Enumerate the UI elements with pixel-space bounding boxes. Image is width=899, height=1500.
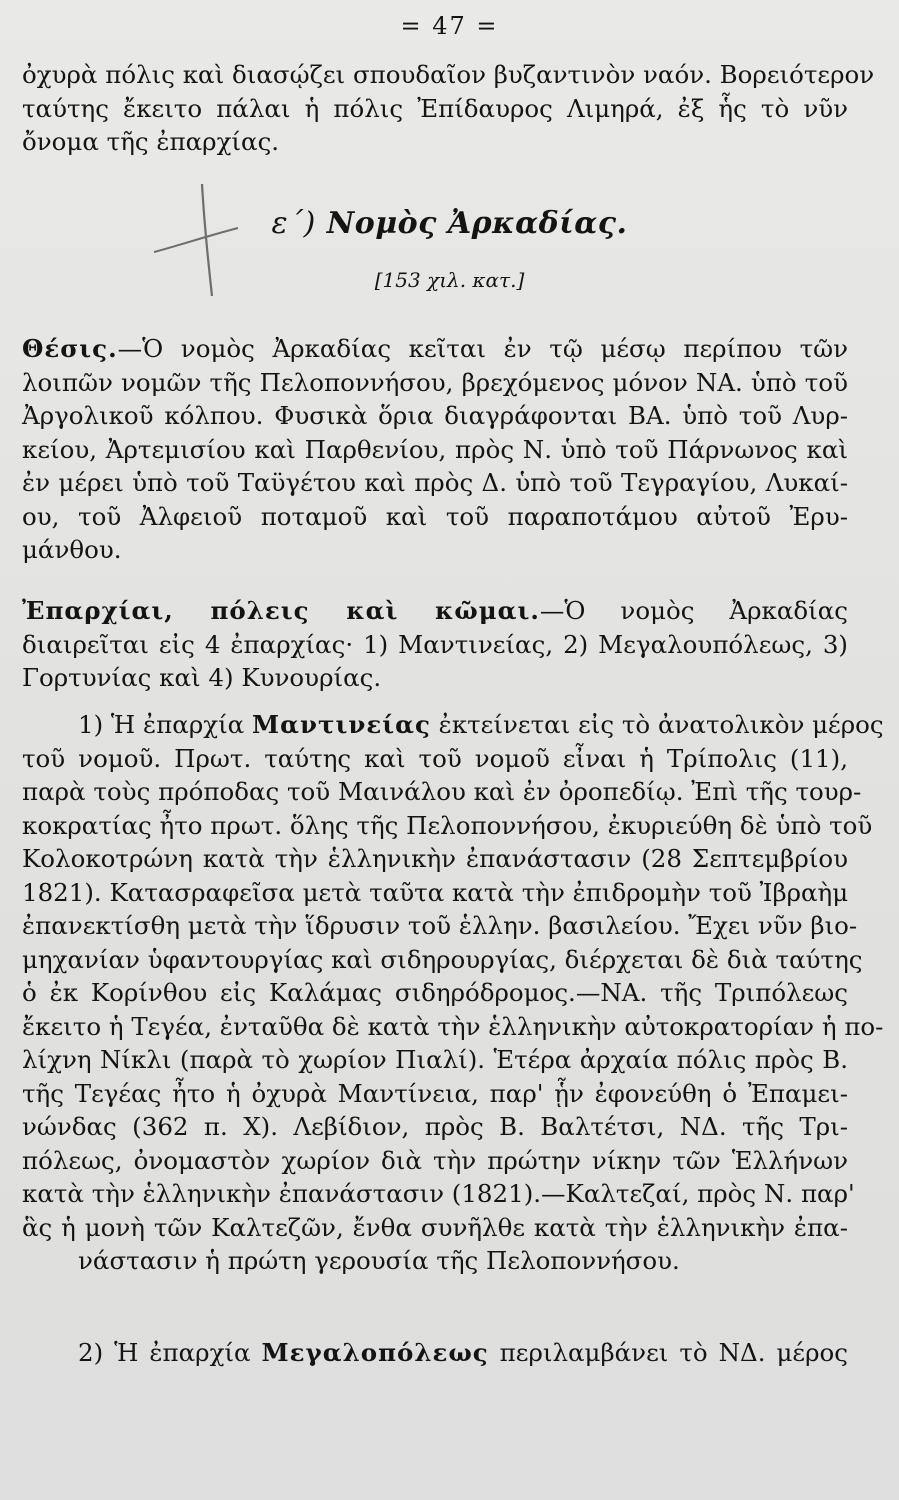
text-line: ὀχυρὰ πόλις καὶ διασῴζει σπουδαῖον βυζαντινὸν ναόν. Βορειότερον (22, 60, 875, 89)
text-line: ὄνομα τῆς ἐπαρχίας. (22, 127, 280, 156)
province-2-paragraph (22, 1336, 848, 1370)
text-span: —Ὁ νομὸς Ἀρκαδίας κεῖται ἐν τῷ μέσῳ περίπου τῶν (117, 334, 848, 363)
text-line (22, 708, 884, 742)
section-number: ε΄) (271, 206, 316, 241)
text-line: νώνδας (362 π. Χ). Λεβίδιον, πρὸς Β. Βαλτέτσι, ΝΔ. τῆς Τρι- (22, 1112, 848, 1141)
section-title: Νομὸς Ἀρκαδίας. (326, 206, 628, 241)
text-line: νάστασιν ἡ πρώτη γερουσία τῆς Πελοποννήσου. (78, 1246, 680, 1275)
text-line: ἃς ἡ μονὴ τῶν Καλτεζῶν, ἔνθα συνῆλθε κατὰ τὴν ἑλληνικὴν ἐπα- (22, 1212, 848, 1242)
text-line: Γορτυνίας καὶ 4) Κυνουρίας. (22, 663, 382, 692)
text-line: μάνθου. (22, 535, 122, 564)
text-span: ἐκτείνεται εἰς τὸ ἀνατολικὸν μέρος (438, 710, 884, 739)
text-line: 1821). Κατασραφεῖσα μετὰ ταῦτα κατὰ τὴν ἐπιδρομὴν τοῦ Ἰβραὴμ (22, 877, 849, 907)
section-heading (0, 206, 899, 241)
text-line: Ἀργολικοῦ κόλπου. Φυσικὰ ὅρια διαγράφονται ΒΑ. ὑπὸ τοῦ Λυρ- (22, 401, 848, 430)
section-area: [153 χιλ. κατ.] (374, 268, 525, 292)
text-line: παρὰ τοὺς πρόποδας τοῦ Μαινάλου καὶ ἐν ὀροπεδίῳ. Ἐπὶ τῆς τουρ- (22, 777, 862, 806)
text-line: λοιπῶν νομῶν τῆς Πελοποννήσου, βρεχόμενος μόνον ΝΑ. ὑπὸ τοῦ (22, 367, 848, 397)
text-line: ταύτης ἔκειτο πάλαι ἡ πόλις Ἐπίδαυρος Λιμηρά, ἐξ ἧς τὸ νῦν (22, 93, 848, 123)
text-line: κατὰ τὴν ἑλληνικὴν ἐπανάστασιν (1821).—Καλτεζαί, πρὸς Ν. παρ' (22, 1179, 855, 1208)
text-line: ἔκειτο ἡ Τεγέα, ἐνταῦθα δὲ κατὰ τὴν ἑλληνικὴν αὐτοκρατορίαν ἡ πο- (22, 1011, 884, 1041)
text-line: Κολοκοτρώνη κατὰ τὴν ἑλληνικὴν ἐπανάστασιν (28 Σεπτεμβρίου (22, 844, 848, 873)
page-number: = 47 = (400, 12, 499, 40)
province-name: Μεγαλοπόλεως (261, 1338, 489, 1367)
provinces-paragraph (22, 594, 848, 695)
provinces-label: Ἐπαρχίαι, πόλεις καὶ κῶμαι. (22, 596, 540, 625)
text-line (22, 1336, 848, 1370)
text-line: διαιρεῖται εἰς 4 ἐπαρχίας· 1) Μαντινείας, 2) Μεγαλουπόλεως, 3) (22, 629, 848, 659)
text-line: πόλεως, ὀνομαστὸν χωρίον διὰ τὴν πρώτην νίκην τῶν Ἑλλήνων (22, 1145, 848, 1175)
thesis-label: Θέσις. (22, 334, 118, 363)
province-1-paragraph (22, 708, 884, 1278)
text-line: ἐπανεκτίσθη μετὰ τὴν ἵδρυσιν τοῦ ἑλλην. βασιλείου. Ἔχει νῦν βιο- (22, 911, 858, 940)
text-span: —Ὁ νομὸς Ἀρκαδίας (539, 596, 849, 625)
text-line (22, 594, 848, 628)
intro-paragraph (22, 58, 875, 159)
text-span: 2) Ἡ ἐπαρχία (78, 1338, 251, 1367)
text-line: τῆς Τεγέας ἦτο ἡ ὀχυρὰ Μαντίνεια, παρ' ᾗν ἐφονεύθη ὁ Ἐπαμει- (22, 1078, 848, 1108)
text-line: ου, τοῦ Ἀλφειοῦ ποταμοῦ καὶ τοῦ παραποτάμου αὐτοῦ Ἐρυ- (22, 501, 848, 531)
text-span: περιλαμβάνει τὸ ΝΔ. μέρος (499, 1338, 848, 1367)
text-line (22, 332, 848, 366)
text-line: μηχανίαν ὑφαντουργίας καὶ σιδηρουργίας, διέρχεται δὲ διὰ ταύτης (22, 944, 863, 974)
text-span: 1) Ἡ ἐπαρχία (78, 710, 245, 739)
text-line: κοκρατίας ἦτο πρωτ. ὅλης τῆς Πελοποννήσου, ἐκυριεύθη δὲ ὑπὸ τοῦ (22, 810, 873, 840)
text-line: ὁ ἐκ Κορίνθου εἰς Καλάμας σιδηρόδρομος.—ΝΑ. τῆς Τριπόλεως (22, 978, 848, 1007)
province-name: Μαντινείας (252, 710, 431, 739)
text-line: τοῦ νομοῦ. Πρωτ. ταύτης καὶ τοῦ νομοῦ εἶναι ἡ Τρίπολις (11), (22, 743, 848, 773)
text-line: κείου, Ἀρτεμισίου καὶ Παρθενίου, πρὸς Ν. ὑπὸ τοῦ Πάρνωνος καὶ (22, 434, 848, 464)
thesis-paragraph (22, 332, 848, 567)
text-line: λίχνη Νίκλι (παρὰ τὸ χωρίον Πιαλί). Ἑτέρα ἀρχαία πόλις πρὸς Β. (22, 1045, 848, 1074)
text-line: ἐν μέρει ὑπὸ τοῦ Ταϋγέτου καὶ πρὸς Δ. ὑπὸ τοῦ Τεγραγίου, Λυκαί- (22, 468, 848, 497)
